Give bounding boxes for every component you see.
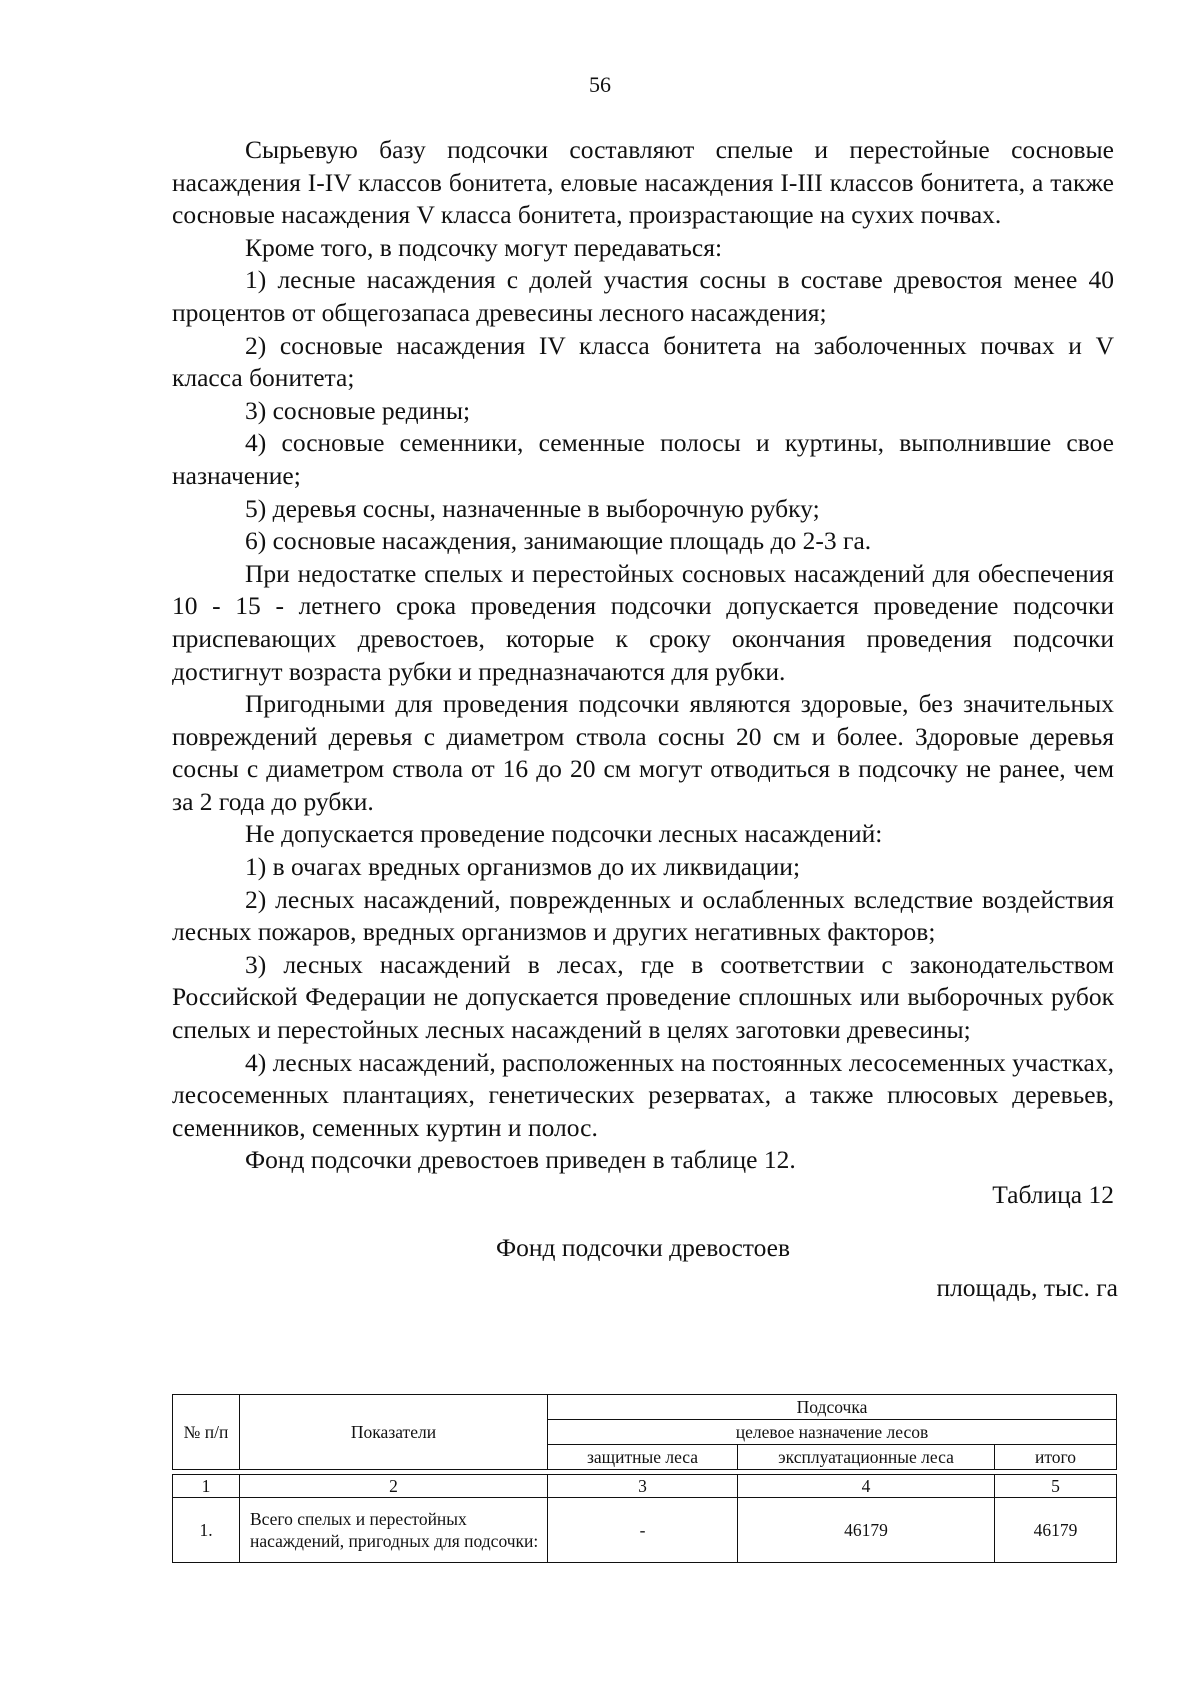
- row-indicator: Всего спелых и перестойных насаждений, пригодных для подсочки:: [240, 1498, 548, 1563]
- header-exploitation: эксплуатационные леса: [738, 1445, 995, 1470]
- row-num: 1.: [173, 1498, 240, 1563]
- list-item: 5) деревья сосны, назначенные в выборочную рубку;: [245, 493, 820, 523]
- header-indicator: Показатели: [240, 1395, 548, 1470]
- paragraph: Фонд подсочки древостоев приведен в таблице 12.: [245, 1145, 796, 1175]
- table-header-row: [173, 1395, 1117, 1420]
- column-number: 5: [995, 1475, 1117, 1498]
- column-number: 1: [173, 1475, 240, 1498]
- list-item: 3) лесных насаждений в лесах, где в соответствии с законодательством Российской Федерации не допускается проведение сплошных или выборочных рубок спелых и перестойных лесных насаждений в целях заготовки древесины;: [172, 949, 1114, 1045]
- list-item: 6) сосновые насаждения, занимающие площадь до 2-3 га.: [245, 526, 872, 556]
- paragraph: Пригодными для проведения подсочки являются здоровые, без значительных повреждений деревья с диаметром ствола сосны 20 см и более. Здоровые деревья сосны с диаметром ствола от 16 до 20 см могут отводиться в подсочку не ранее, чем за 2 года до рубки.: [172, 689, 1114, 816]
- table-title: Фонд подсочки древостоев: [495, 1232, 790, 1262]
- data-table: [172, 1394, 1117, 1563]
- list-item: 2) лесных насаждений, поврежденных и ослабленных вследствие воздействия лесных пожаров, вредных организмов и других негативных факторов;: [172, 884, 1114, 947]
- row-protective: -: [548, 1498, 738, 1563]
- row-exploitation: 46179: [738, 1498, 995, 1563]
- list-item: 3) сосновые редины;: [245, 395, 471, 425]
- header-group: Подсочка: [548, 1395, 1117, 1420]
- paragraph: Кроме того, в подсочку могут передаваться:: [245, 232, 723, 262]
- header-protective: защитные леса: [548, 1445, 738, 1470]
- page-number: 56: [589, 72, 611, 97]
- column-number: 2: [240, 1475, 548, 1498]
- header-subgroup: целевое назначение лесов: [548, 1420, 1117, 1445]
- paragraph: Сырьевую базу подсочки составляют спелые и перестойные сосновые насаждения I-IV классов бонитета, еловые насаждения I-III классов бонитета, а также сосновые насаждения V класса бонитета, произрастающие на сухих почвах.: [172, 135, 1114, 230]
- paragraph: При недостатке спелых и перестойных сосновых насаждений для обеспечения 10 - 15 - летнего срока проведения подсочки допускается проведение подсочки приспевающих древостоев, которые к сроку окончания проведения подсочки достигнут возраста рубки и предназначаются для рубки.: [172, 558, 1114, 686]
- table-row: [173, 1498, 1117, 1563]
- list-item: 2) сосновые насаждения IV класса бонитета на заболоченных почвах и V класса бонитета;: [172, 330, 1114, 393]
- column-number: 4: [738, 1475, 995, 1498]
- column-number-row: [173, 1475, 1117, 1498]
- list-item: 4) сосновые семенники, семенные полосы и куртины, выполнившие свое назначение;: [172, 428, 1114, 490]
- list-item: 1) в очагах вредных организмов до их ликвидации;: [245, 852, 801, 882]
- list-item: 1) лесные насаждения с долей участия сосны в составе древостоя менее 40 процентов от общегозапаса древесины лесного насаждения;: [172, 265, 1114, 327]
- header-num: № п/п: [173, 1395, 240, 1470]
- document-body: [172, 134, 1118, 1305]
- row-total: 46179: [995, 1498, 1117, 1563]
- table-label: Таблица 12: [992, 1180, 1114, 1209]
- header-total: итого: [995, 1445, 1117, 1470]
- list-item: 4) лесных насаждений, расположенных на постоянных лесосеменных участках, лесосеменных плантациях, генетических резерватах, а также плюсовых деревьев, семенников, семенных куртин и полос.: [172, 1047, 1114, 1142]
- column-number: 3: [548, 1475, 738, 1498]
- paragraph: Не допускается проведение подсочки лесных насаждений:: [245, 819, 883, 849]
- table-units: площадь, тыс. га: [936, 1273, 1118, 1303]
